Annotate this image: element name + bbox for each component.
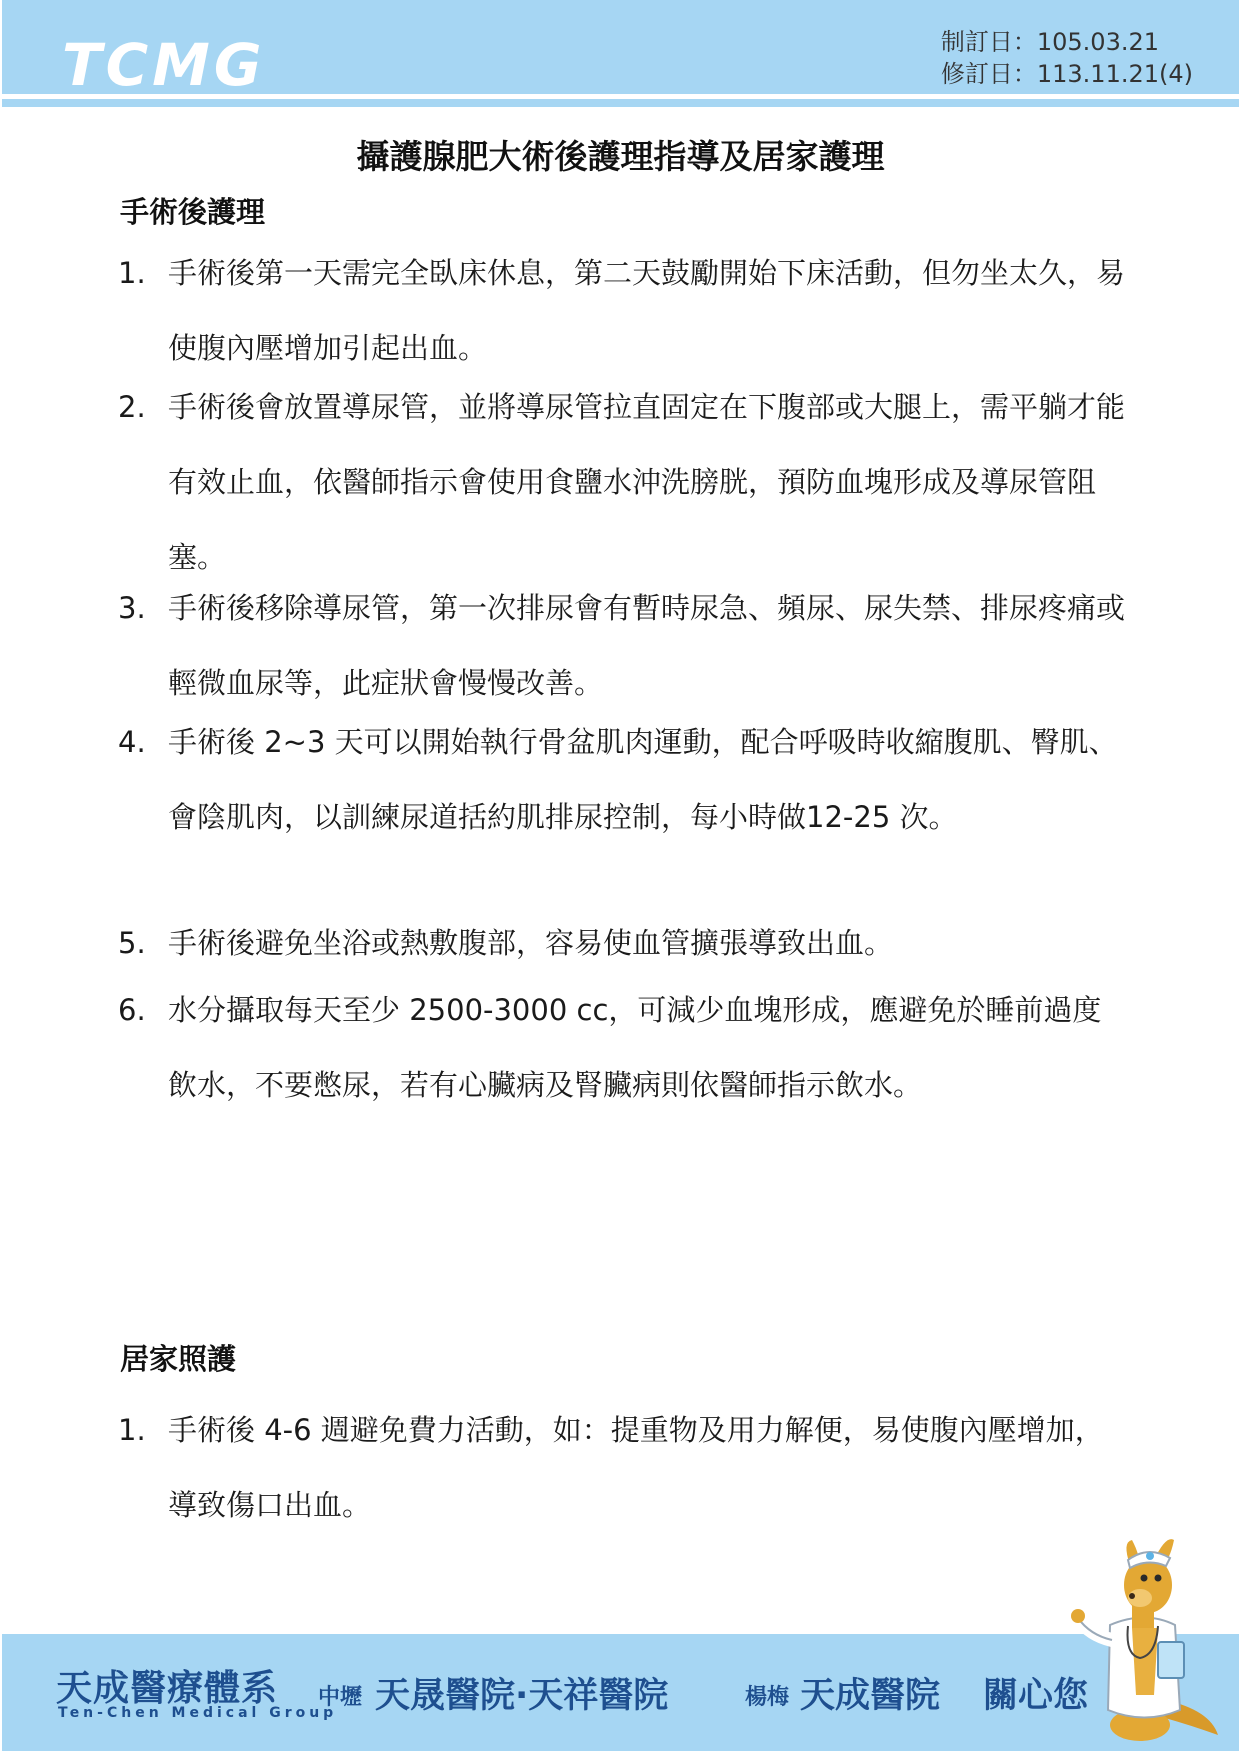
list-item: [118, 906, 1128, 981]
list-item-number: 1.: [118, 1413, 146, 1447]
list-item-text: 手術後移除導尿管，第一次排尿會有暫時尿急、頻尿、尿失禁、排尿疼痛或輕微血尿等，此症狀會慢慢改善。: [168, 591, 1126, 700]
list-item-number: 4.: [118, 725, 146, 759]
document-dates: [941, 26, 1193, 90]
created-date: 制訂日：105.03.21: [940, 28, 1160, 56]
list-item-number: 6.: [118, 993, 146, 1027]
hospital2-name: 天成醫院: [800, 1676, 941, 1716]
list-item-text: 手術後 4-6 週避免費力活動，如：提重物及用力解便，易使腹內壓增加，導致傷口出血。: [168, 1413, 1104, 1522]
revised-date: 修訂日：113.11.21(4): [940, 60, 1193, 88]
hospital1-names: 天晟醫院·天祥醫院: [375, 1676, 669, 1716]
section-heading-postop: 手術後護理: [120, 195, 266, 229]
kangaroo-doctor-mascot-icon: [1070, 1530, 1220, 1745]
list-item-text: 手術後第一天需完全臥床休息，第二天鼓勵開始下床活動，但勿坐太久，易使腹內壓增加引起出血。: [168, 256, 1126, 365]
hospital2-location: 楊梅: [745, 1685, 790, 1710]
section-heading-homecare: 居家照護: [120, 1342, 237, 1376]
page-title: 攝護腺肥大術後護理指導及居家護理: [356, 137, 885, 176]
hospital1-location: 中壢: [318, 1685, 363, 1710]
list-item-text: 水分攝取每天至少 2500-3000 cc，可減少血塊形成，應避免於睡前過度飲水，不要憋尿，若有心臟病及腎臟病則依醫師指示飲水。: [168, 993, 1102, 1102]
list-item-text: 手術後 2~3 天可以開始執行骨盆肌肉運動，配合呼吸時收縮腹肌、臀肌、會陰肌肉，以訓練尿道括約肌排尿控制，每小時做12-25 次。: [168, 725, 1118, 834]
list-item: [118, 236, 1128, 386]
list-item: [118, 370, 1128, 595]
list-item: [118, 1393, 1128, 1543]
list-item-number: 5.: [118, 926, 146, 960]
list-item-number: 1.: [118, 256, 146, 290]
group-name-en: Ten-Chen Medical Group: [58, 1705, 338, 1721]
care-text: 關心您: [983, 1676, 1089, 1716]
list-item: [118, 705, 1128, 855]
list-item: [118, 973, 1128, 1123]
header-rule: [2, 99, 1239, 107]
group-name: 天成醫療體系: [56, 1668, 279, 1709]
list-item-text: 手術後避免坐浴或熱敷腹部，容易使血管擴張導致出血。: [168, 926, 894, 960]
list-item: [118, 571, 1128, 721]
list-item-number: 2.: [118, 390, 146, 424]
list-item-text: 手術後會放置導尿管，並將導尿管拉直固定在下腹部或大腿上，需平躺才能有效止血，依醫師指示會使用食鹽水沖洗膀胱，預防血塊形成及導尿管阻塞。: [168, 390, 1126, 574]
list-item-number: 3.: [118, 591, 146, 625]
tcmg-logo: TCMG: [62, 31, 266, 99]
